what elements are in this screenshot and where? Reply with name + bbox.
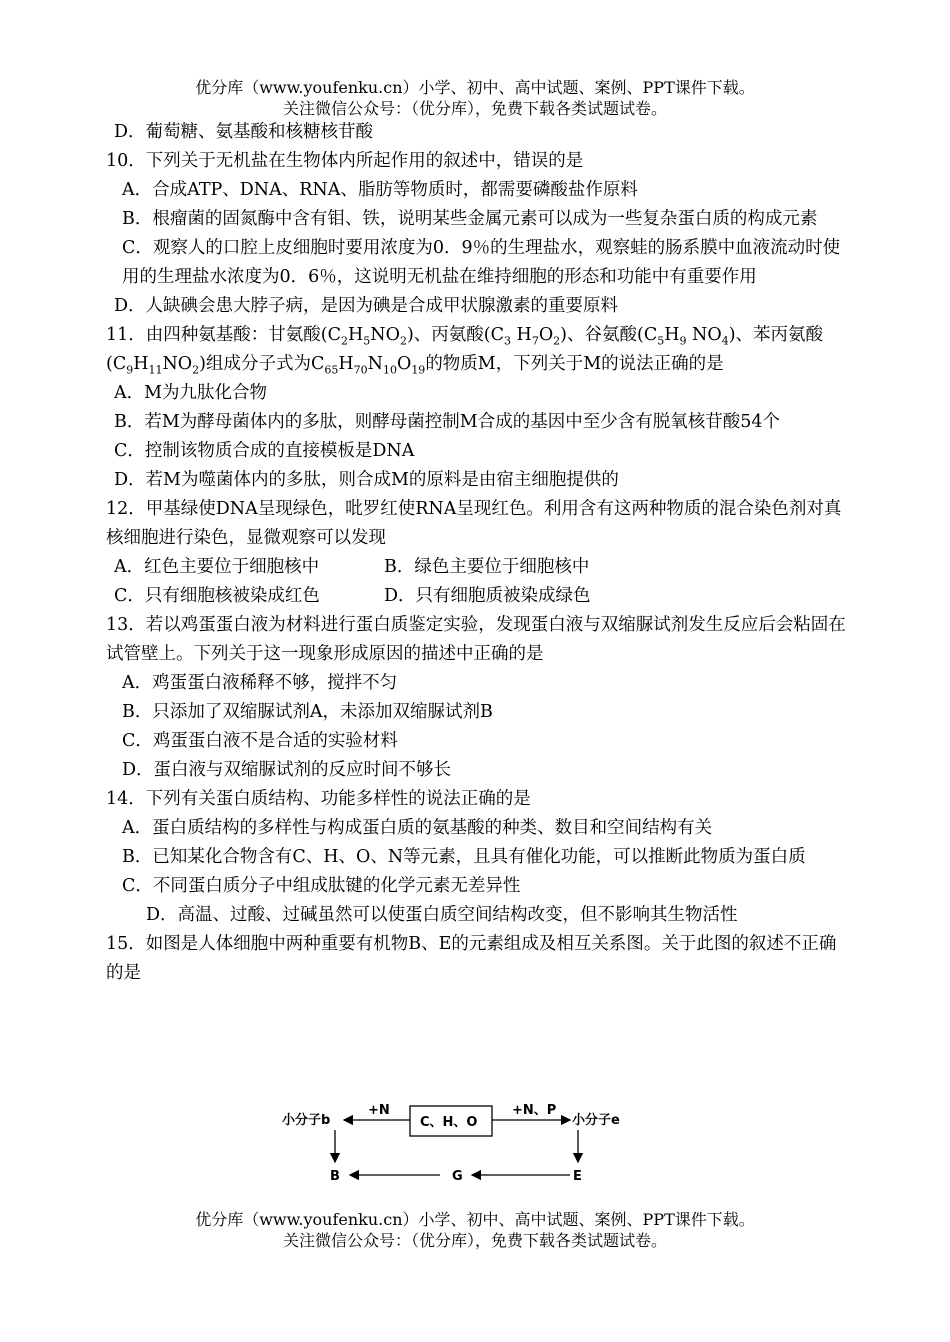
q10-option-c: C．观察人的口腔上皮细胞时要用浓度为0．9％的生理盐水，观察蛙的肠系膜中血液流动时使用的生理盐水浓度为0．6％，这说明无机盐在维持细胞的形态和功能中有重要作用 [122,238,841,287]
footer-line-1: 优分库（www.youfenku.cn）小学、初中、高中试题、案例、PPT课件下载。 [195,1210,755,1229]
q11-option-c: C．控制该物质合成的直接模板是DNA [114,441,415,461]
q12-option-a: A．红色主要位于细胞核中 [114,557,320,577]
page-footer [0,1209,950,1251]
questions-body [106,118,850,988]
diagram-left-label: 小分子b [282,1113,331,1128]
q10-option-a: A．合成ATP、DNA、RNA、脂肪等物质时，都需要磷酸盐作原料 [122,180,638,200]
q10-option-d: D．人缺碘会患大脖子病，是因为碘是合成甲状腺激素的重要原料 [114,296,619,316]
q14-stem: 14．下列有关蛋白质结构、功能多样性的说法正确的是 [106,789,531,809]
q11-option-a: A．M为九肽化合物 [114,383,268,403]
q11-option-d: D．若M为噬菌体内的多肽，则合成M的原料是由宿主细胞提供的 [114,470,619,490]
q14-option-b: B．已知某化合物含有C、H、O、N等元素，且具有催化功能，可以推断此物质为蛋白质 [122,847,806,867]
diagram-bottom-e: E [573,1169,582,1184]
q13-option-c: C．鸡蛋蛋白液不是合适的实验材料 [122,731,398,751]
diagram-center-label: C、H、O [420,1115,478,1130]
q9-option-d: D．葡萄糖、氨基酸和核糖核苷酸 [114,122,374,142]
q10-stem: 10．下列关于无机盐在生物体内所起作用的叙述中，错误的是 [106,151,584,171]
diagram-bottom-b: B [330,1169,340,1184]
q12-options-row-1 [106,553,850,582]
q15-stem: 15．如图是人体细胞中两种重要有机物B、E的元素组成及相互关系图。关于此图的叙述不正确的是 [106,934,837,983]
q13-option-b: B．只添加了双缩脲试剂A，未添加双缩脲试剂B [122,702,493,722]
q12-options-row-2 [106,582,850,611]
q13-option-a: A．鸡蛋蛋白液稀释不够，搅拌不匀 [122,673,398,693]
q13-stem: 13．若以鸡蛋蛋白液为材料进行蛋白质鉴定实验，发现蛋白液与双缩脲试剂发生反应后会粘固在试管壁上。下列关于这一现象形成原因的描述中正确的是 [106,615,846,664]
q14-option-d: D．高温、过酸、过碱虽然可以使蛋白质空间结构改变，但不影响其生物活性 [146,905,738,925]
q12-option-b: B．绿色主要位于细胞核中 [384,557,590,577]
diagram-bottom-g: G [452,1169,463,1184]
q12-option-c: C．只有细胞核被染成红色 [114,586,320,606]
header-line-1: 优分库（www.youfenku.cn）小学、初中、高中试题、案例、PPT课件下载。 [195,78,755,97]
q11-stem: 11．由四种氨基酸：甘氨酸$(C_2H_5NO_2)$、丙氨酸($C_3$ $H_7O_2$)、谷氨酸($C_5H_9$ $NO_4$)、苯丙氨酸 $(C_9H_{11}NO_2)$组成分子式为$C_{65}H_{70}N_{10}O_{19}$的物质M，下列关于M的说法正确的是 [106,325,824,377]
page-header [0,77,950,119]
q10-option-b: B．根瘤菌的固氮酶中含有钼、铁，说明某些金属元素可以成为一些复杂蛋白质的构成元素 [122,209,818,229]
q12-stem: 12．甲基绿使DNA呈现绿色，吡罗红使RNA呈现红色。利用含有这两种物质的混合染色剂对真核细胞进行染色，显微观察可以发现 [106,499,842,548]
q12-option-d: D．只有细胞质被染成绿色 [384,586,591,606]
q14-option-c: C．不同蛋白质分子中组成肽键的化学元素无差异性 [122,876,521,896]
diagram-right-label: 小分子e [572,1113,620,1128]
footer-line-2: 关注微信公众号：（优分库），免费下载各类试题试卷。 [282,1231,667,1250]
header-line-2: 关注微信公众号：（优分库），免费下载各类试题试卷。 [282,99,667,118]
q11-option-b: B．若M为酵母菌体内的多肽，则酵母菌控制M合成的基因中至少含有脱氧核苷酸54个 [114,412,780,432]
q14-option-a: A．蛋白质结构的多样性与构成蛋白质的氨基酸的种类、数目和空间结构有关 [122,818,713,838]
diagram-right-arrow-label: +N、P [512,1103,557,1118]
q15-diagram [280,1098,640,1188]
q13-option-d: D．蛋白液与双缩脲试剂的反应时间不够长 [122,760,452,780]
diagram-left-arrow-label: +N [368,1103,390,1118]
